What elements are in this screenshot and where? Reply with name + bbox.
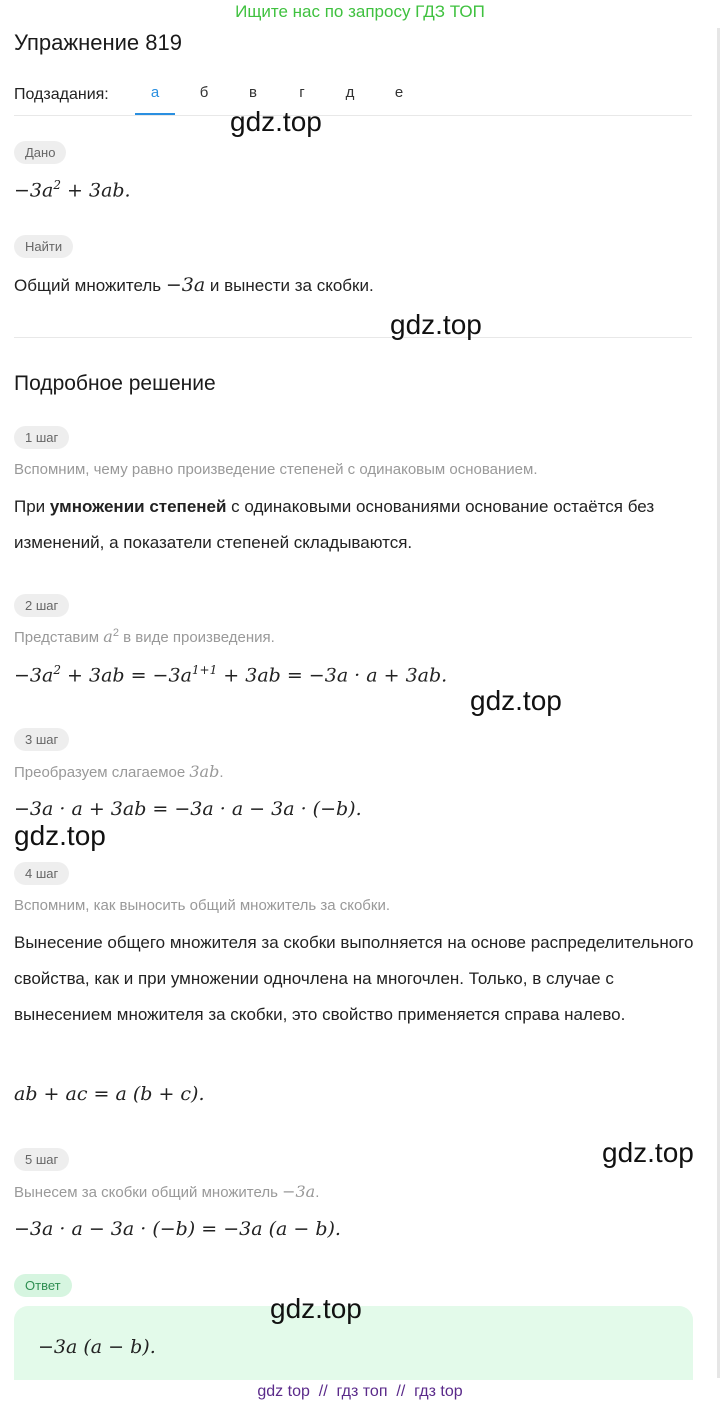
step-1-badge: 1 шаг	[14, 426, 69, 449]
given-badge: Дано	[14, 141, 66, 164]
top-banner: Ищите нас по запросу ГДЗ ТОП	[235, 2, 485, 21]
step-2-hint: Представим $a^2$ в виде произведения.	[14, 627, 275, 646]
answer-badge: Ответ	[14, 1274, 72, 1297]
answer-expression: −3a (a − b).	[38, 1336, 156, 1358]
given-expression: $-3a^2 + 3ab$.	[14, 178, 131, 202]
tab-e[interactable]: е	[394, 84, 404, 101]
find-text: Общий множитель −3a и вынести за скобки.	[14, 274, 374, 296]
watermark: gdz.top	[14, 820, 106, 851]
step-4-expression: ab + ac = a (b + c).	[14, 1083, 205, 1105]
divider	[14, 337, 692, 338]
tab-d[interactable]: д	[345, 84, 355, 101]
step-3-hint: Преобразуем слагаемое 3ab.	[14, 762, 224, 781]
watermark: gdz.top	[270, 1293, 362, 1324]
find-badge: Найти	[14, 235, 73, 258]
solution-title: Подробное решение	[14, 372, 216, 395]
step-3-expression: −3a · a + 3ab = −3a · a − 3a · (−b).	[14, 798, 362, 820]
divider	[14, 115, 692, 116]
step-3-badge: 3 шаг	[14, 728, 69, 751]
tab-b[interactable]: б	[199, 84, 209, 101]
tab-a[interactable]: а	[150, 84, 160, 101]
tab-v[interactable]: в	[249, 84, 257, 101]
watermark: gdz.top	[470, 685, 562, 716]
footer-links[interactable]: gdz top // гдз топ // гдз top	[257, 1383, 463, 1400]
step-4-text: Вынесение общего множителя за скобки выполняется на основе распределительного свойства, как и при умножении одночлена на многочлен. Только, в случае с вынесением множителя за скобки, это свойство применяется справа налево.	[14, 933, 694, 1024]
page-title: Упражнение 819	[14, 30, 182, 55]
step-4-hint: Вспомним, как выносить общий множитель за скобки.	[14, 897, 390, 914]
step-5-expression: −3a · a − 3a · (−b) = −3a (a − b).	[14, 1218, 341, 1240]
step-1-text: При умножении степеней с одинаковыми основаниями основание остаётся без изменений, а показатели степеней складываются.	[14, 497, 655, 552]
subtasks-label: Подзадания:	[14, 86, 109, 103]
watermark: gdz.top	[230, 106, 322, 137]
step-5-badge: 5 шаг	[14, 1148, 69, 1171]
step-1-hint: Вспомним, чему равно произведение степеней с одинаковым основанием.	[14, 461, 538, 478]
tab-g[interactable]: г	[299, 84, 305, 101]
step-4-badge: 4 шаг	[14, 862, 69, 885]
step-2-badge: 2 шаг	[14, 594, 69, 617]
watermark: gdz.top	[602, 1137, 694, 1168]
step-5-hint: Вынесем за скобки общий множитель −3a.	[14, 1182, 320, 1201]
watermark: gdz.top	[390, 309, 482, 340]
step-2-expression: $-3a^2 + 3ab = -3a^{1+1} + 3ab = -3a \cdot a + 3ab$.	[14, 663, 448, 687]
